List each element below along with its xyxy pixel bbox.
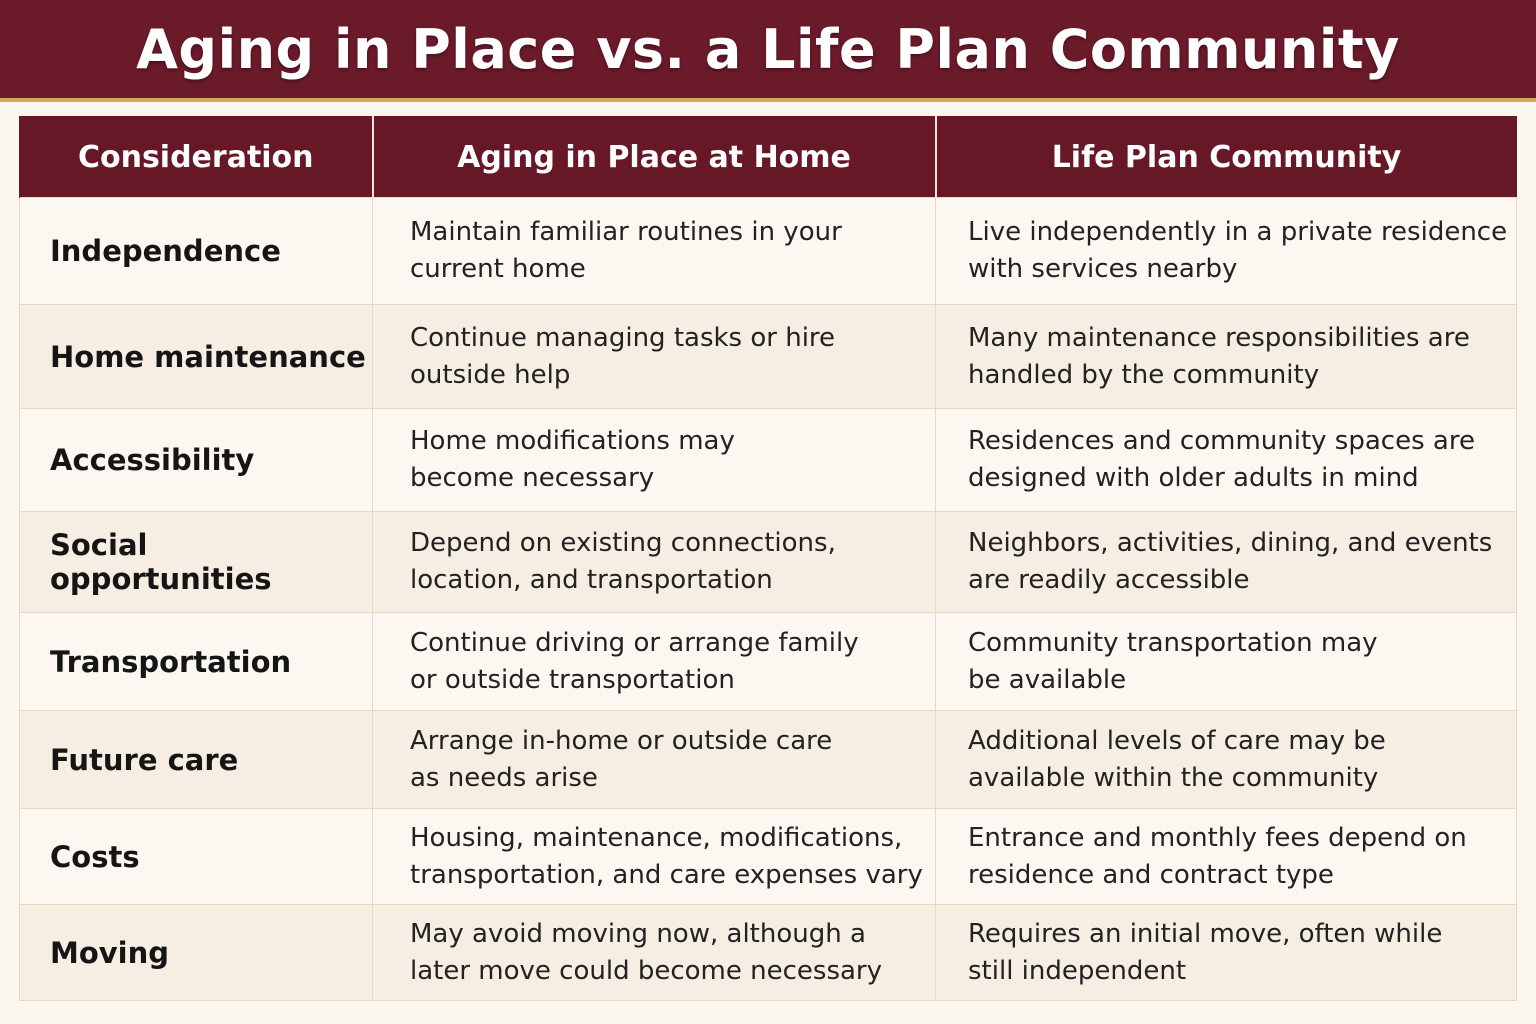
- life-plan-community-cell: [936, 305, 1517, 409]
- table-row: [20, 613, 1517, 711]
- cell-line: outside help: [410, 359, 571, 390]
- table-row: [20, 711, 1517, 809]
- table-row: [20, 198, 1517, 305]
- aging-in-place-cell: [373, 711, 936, 809]
- table-row: [20, 512, 1517, 613]
- cell-line: Housing, maintenance, modifications,: [410, 822, 903, 853]
- aging-in-place-cell: [373, 905, 936, 1001]
- cell-line: be available: [968, 664, 1127, 695]
- cell-line: Continue managing tasks or hire: [410, 322, 836, 353]
- consideration-label: Costs: [20, 809, 373, 905]
- title-banner: [0, 0, 1536, 102]
- cell-line: or outside transportation: [410, 664, 735, 695]
- cell-line: are readily accessible: [968, 565, 1250, 595]
- life-plan-community-cell: [936, 711, 1517, 809]
- column-header-aging-in-place: Aging in Place at Home: [373, 117, 936, 198]
- cell-line: Continue driving or arrange family: [410, 627, 859, 658]
- consideration-label: Independence: [20, 198, 373, 305]
- cell-line: designed with older adults in mind: [968, 463, 1419, 493]
- cell-line: Arrange in-home or outside care: [410, 725, 833, 756]
- table-row: [20, 305, 1517, 409]
- consideration-label: Home maintenance: [20, 305, 373, 409]
- cell-line: still independent: [968, 955, 1187, 986]
- consideration-label: Moving: [20, 905, 373, 1001]
- consideration-label: Social opportunities: [20, 512, 373, 613]
- cell-line: Home modifications may: [410, 426, 735, 456]
- life-plan-community-cell: [936, 409, 1517, 512]
- cell-line: current home: [410, 254, 586, 284]
- consideration-label: Future care: [20, 711, 373, 809]
- cell-line: transportation, and care expenses vary: [410, 859, 923, 890]
- aging-in-place-cell: [373, 512, 936, 613]
- life-plan-community-cell: [936, 198, 1517, 305]
- cell-line: later move could become necessary: [410, 955, 883, 986]
- header-row: [20, 117, 1517, 198]
- table-row: [20, 905, 1517, 1001]
- cell-line: Community transportation may: [968, 627, 1378, 658]
- aging-in-place-cell: [373, 613, 936, 711]
- life-plan-community-cell: [936, 809, 1517, 905]
- table-row: [20, 409, 1517, 512]
- aging-in-place-cell: [373, 305, 936, 409]
- column-header-life-plan-community: Life Plan Community: [936, 117, 1517, 198]
- life-plan-community-cell: [936, 613, 1517, 711]
- column-header-consideration: Consideration: [20, 117, 373, 198]
- cell-line: become necessary: [410, 463, 655, 493]
- cell-line: handled by the community: [968, 359, 1320, 390]
- aging-in-place-cell: [373, 809, 936, 905]
- cell-line: as needs arise: [410, 762, 598, 793]
- cell-line: Requires an initial move, often while: [968, 918, 1443, 949]
- cell-line: Additional levels of care may be: [968, 725, 1386, 756]
- cell-line: Depend on existing connections,: [410, 528, 836, 558]
- cell-line: Live independently in a private residence: [968, 217, 1508, 247]
- page-title: Aging in Place vs. a Life Plan Community: [136, 17, 1400, 81]
- cell-line: Many maintenance responsibilities are: [968, 322, 1470, 353]
- cell-line: location, and transportation: [410, 565, 773, 595]
- cell-line: with services nearby: [968, 254, 1238, 284]
- consideration-label: Accessibility: [20, 409, 373, 512]
- table-row: [20, 809, 1517, 905]
- cell-line: Residences and community spaces are: [968, 426, 1475, 456]
- cell-line: Entrance and monthly fees depend on: [968, 822, 1467, 853]
- life-plan-community-cell: [936, 512, 1517, 613]
- cell-line: residence and contract type: [968, 859, 1334, 890]
- aging-in-place-cell: [373, 409, 936, 512]
- cell-line: Maintain familiar routines in your: [410, 217, 842, 247]
- life-plan-community-cell: [936, 905, 1517, 1001]
- comparison-table: [19, 116, 1517, 1001]
- cell-line: Neighbors, activities, dining, and events: [968, 528, 1493, 558]
- cell-line: available within the community: [968, 762, 1379, 793]
- consideration-label: Transportation: [20, 613, 373, 711]
- cell-line: May avoid moving now, although a: [410, 918, 866, 949]
- aging-in-place-cell: [373, 198, 936, 305]
